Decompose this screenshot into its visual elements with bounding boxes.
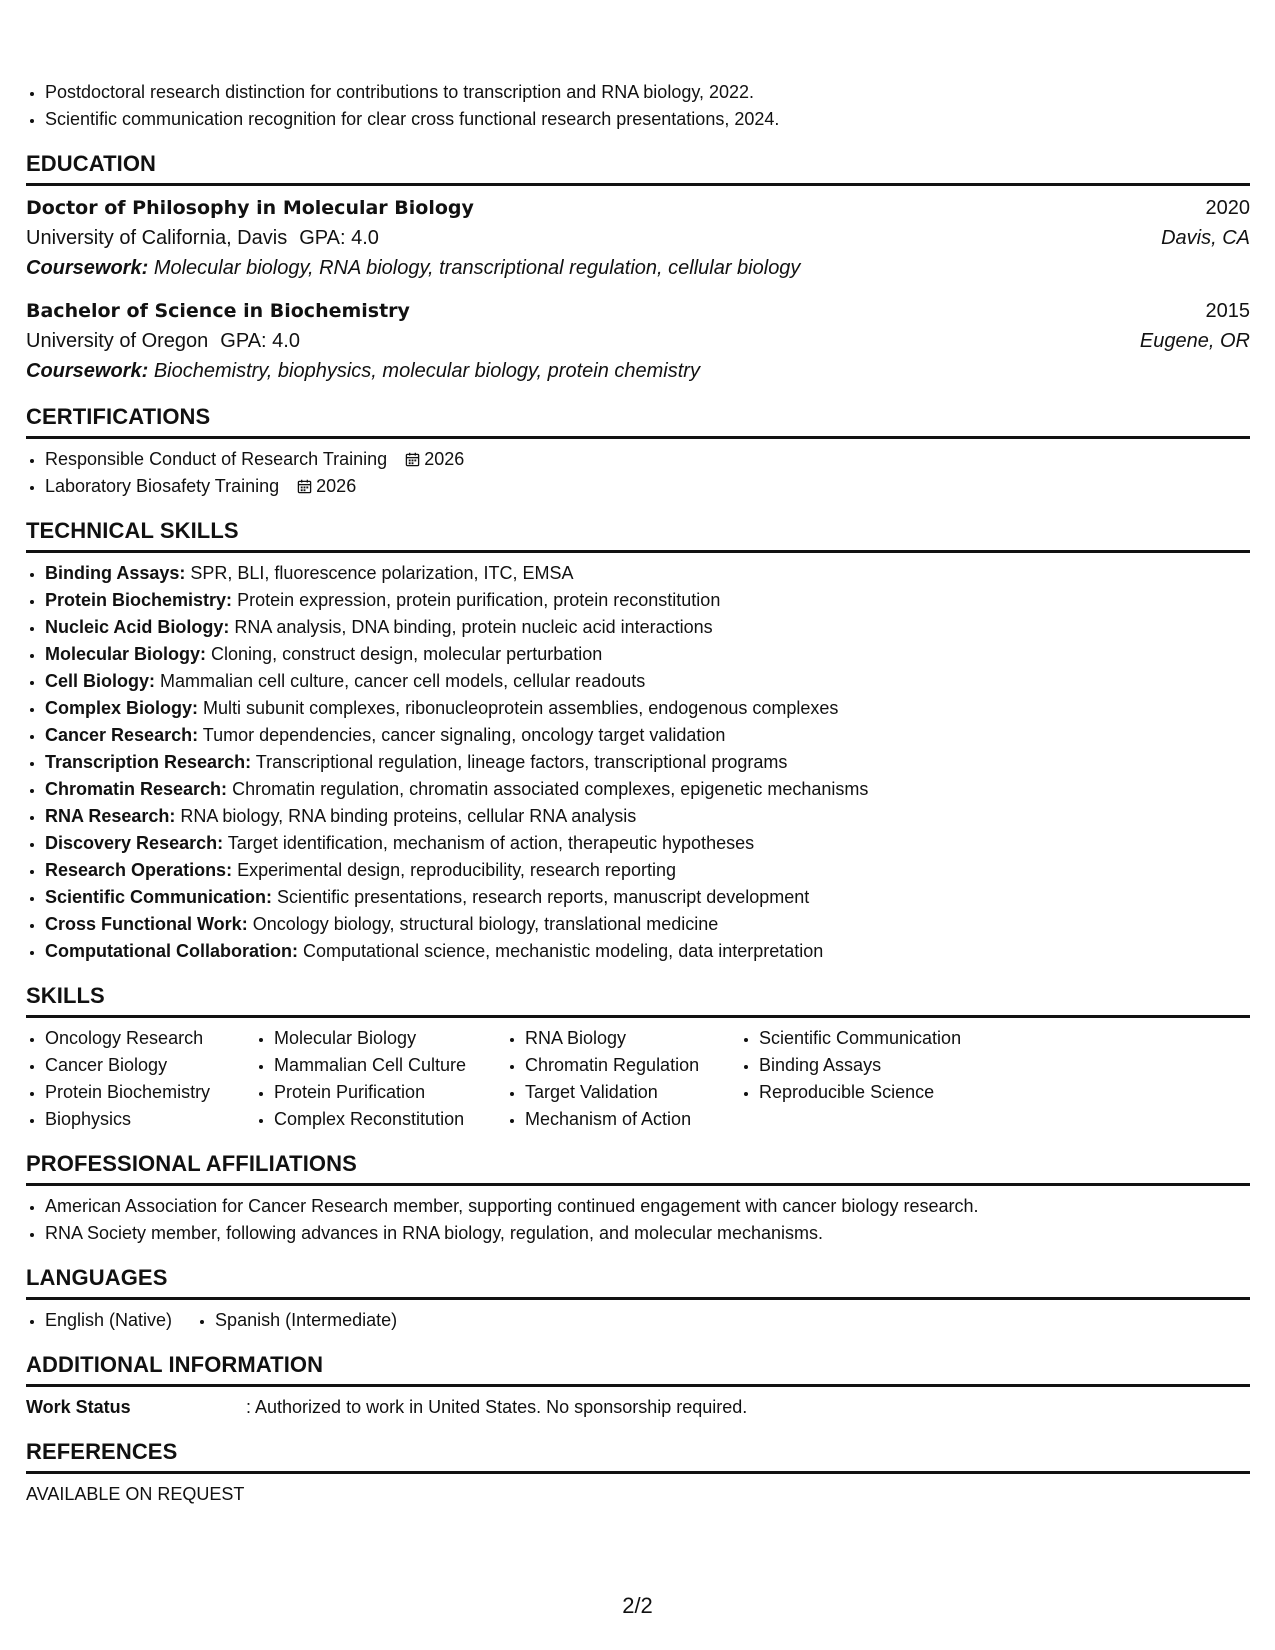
skill-item: • Molecular Biology xyxy=(274,1025,506,1052)
skill-item: • Protein Biochemistry xyxy=(45,1079,255,1106)
technical-skill-label: Scientific Communication: xyxy=(45,887,273,907)
affiliations-heading: PROFESSIONAL AFFILIATIONS xyxy=(26,1151,1250,1186)
technical-skill-text: Tumor dependencies, cancer signaling, oncology target validation xyxy=(202,725,726,745)
education-heading: EDUCATION xyxy=(26,151,1250,186)
technical-skill-label: Protein Biochemistry: xyxy=(45,590,233,610)
degree-title: Bachelor of Science in Biochemistry xyxy=(26,300,410,322)
technical-skill-text: RNA biology, RNA binding proteins, cellular RNA analysis xyxy=(180,806,637,826)
technical-skill-item xyxy=(45,803,1250,830)
references-text: AVAILABLE ON REQUEST xyxy=(26,1484,245,1504)
skill-item: • Complex Reconstitution xyxy=(274,1106,506,1133)
skills-heading: SKILLS xyxy=(26,983,1250,1018)
work-status-row xyxy=(26,1394,1250,1421)
technical-skill-label: Cancer Research: xyxy=(45,725,199,745)
technical-skill-text: Transcriptional regulation, lineage factors, transcriptional programs xyxy=(255,752,788,772)
languages-heading: LANGUAGES xyxy=(26,1265,1250,1300)
work-status-value: : Authorized to work in United States. No sponsorship required. xyxy=(246,1397,748,1417)
certification-name: Responsible Conduct of Research Training xyxy=(45,449,388,469)
technical-skill-text: Experimental design, reproducibility, research reporting xyxy=(237,860,676,880)
skills-grid xyxy=(26,1025,1250,1133)
technical-skill-item xyxy=(45,668,1250,695)
affiliation-item: • RNA Society member, following advances in RNA biology, regulation, and molecular mechanisms. xyxy=(45,1220,1250,1247)
technical-skill-item xyxy=(45,560,1250,587)
certifications-heading: CERTIFICATIONS xyxy=(26,404,1250,439)
skills-column xyxy=(740,1025,1019,1133)
technical-skill-label: Cross Functional Work: xyxy=(45,914,248,934)
page-number: 2/2 xyxy=(622,1593,653,1618)
technical-skills-list xyxy=(26,560,1250,965)
degree-year: 2015 xyxy=(1205,300,1250,322)
technical-skill-item xyxy=(45,776,1250,803)
technical-skill-text: SPR, BLI, fluorescence polarization, ITC, EMSA xyxy=(190,563,574,583)
technical-skill-label: Research Operations: xyxy=(45,860,233,880)
skill-item: • Protein Purification xyxy=(274,1079,506,1106)
technical-skill-text: Multi subunit complexes, ribonucleoprotein assemblies, endogenous complexes xyxy=(203,698,839,718)
technical-skill-item xyxy=(45,614,1250,641)
skill-item: • Reproducible Science xyxy=(759,1079,1019,1106)
skill-item: • Chromatin Regulation xyxy=(525,1052,740,1079)
degree-year: 2020 xyxy=(1205,197,1250,219)
coursework-label: Coursework: xyxy=(26,257,149,279)
technical-skill-text: Scientific presentations, research reports, manuscript development xyxy=(277,887,810,907)
language-item: • Spanish (Intermediate) xyxy=(215,1307,397,1334)
calendar-icon xyxy=(405,452,420,467)
skill-item: • Biophysics xyxy=(45,1106,255,1133)
skill-item: • Oncology Research xyxy=(45,1025,255,1052)
certification-year: 2026 xyxy=(424,449,465,469)
education-section xyxy=(26,193,1250,386)
coursework-label: Coursework: xyxy=(26,360,149,382)
technical-skill-item xyxy=(45,884,1250,911)
technical-skill-label: Molecular Biology: xyxy=(45,644,207,664)
language-item: • English (Native) xyxy=(45,1307,172,1334)
technical-skill-label: Computational Collaboration: xyxy=(45,941,298,961)
technical-skill-label: RNA Research: xyxy=(45,806,176,826)
coursework-text: Molecular biology, RNA biology, transcriptional regulation, cellular biology xyxy=(153,257,801,279)
technical-skill-label: Binding Assays: xyxy=(45,563,186,583)
references-heading: REFERENCES xyxy=(26,1439,1250,1474)
certification-item xyxy=(45,446,1250,473)
degree-title: Doctor of Philosophy in Molecular Biology xyxy=(26,197,474,219)
award-item: • Scientific communication recognition for clear cross functional research presentations, 2024. xyxy=(45,106,1250,133)
gpa: GPA: 4.0 xyxy=(220,330,300,352)
technical-skill-text: Chromatin regulation, chromatin associated complexes, epigenetic mechanisms xyxy=(232,779,869,799)
technical-skill-label: Chromatin Research: xyxy=(45,779,228,799)
technical-skill-item xyxy=(45,641,1250,668)
calendar-icon xyxy=(297,479,312,494)
affiliation-item: • American Association for Cancer Research member, supporting continued engagement with cancer biology research. xyxy=(45,1193,1250,1220)
school-name: University of California, Davis xyxy=(26,227,288,249)
school-line xyxy=(26,223,379,253)
coursework xyxy=(26,356,1250,386)
certification-name: Laboratory Biosafety Training xyxy=(45,476,280,496)
technical-skill-text: RNA analysis, DNA binding, protein nucleic acid interactions xyxy=(234,617,713,637)
technical-skill-label: Transcription Research: xyxy=(45,752,252,772)
skill-item: • Mammalian Cell Culture xyxy=(274,1052,506,1079)
certification-year: 2026 xyxy=(316,476,357,496)
awards-list xyxy=(26,79,1250,133)
technical-skill-label: Nucleic Acid Biology: xyxy=(45,617,230,637)
skill-item: • Mechanism of Action xyxy=(525,1106,740,1133)
coursework-text: Biochemistry, biophysics, molecular biology, protein chemistry xyxy=(153,360,700,382)
resume-page xyxy=(26,79,1250,1508)
education-entry xyxy=(26,193,1250,283)
technical-skill-item xyxy=(45,911,1250,938)
technical-skill-text: Computational science, mechanistic modeling, data interpretation xyxy=(303,941,824,961)
school-location: Davis, CA xyxy=(1161,227,1250,249)
languages-list xyxy=(26,1307,1250,1334)
technical-skills-heading: TECHNICAL SKILLS xyxy=(26,518,1250,553)
technical-skill-item xyxy=(45,830,1250,857)
award-item: • Postdoctoral research distinction for contributions to transcription and RNA biology, 2022. xyxy=(45,79,1250,106)
technical-skill-text: Target identification, mechanism of action, therapeutic hypotheses xyxy=(227,833,755,853)
technical-skill-text: Mammalian cell culture, cancer cell models, cellular readouts xyxy=(160,671,646,691)
affiliations-list xyxy=(26,1193,1250,1247)
skill-item: • Scientific Communication xyxy=(759,1025,1019,1052)
technical-skill-label: Discovery Research: xyxy=(45,833,224,853)
certification-item xyxy=(45,473,1250,500)
skill-item: • RNA Biology xyxy=(525,1025,740,1052)
technical-skill-text: Cloning, construct design, molecular perturbation xyxy=(211,644,603,664)
technical-skill-label: Cell Biology: xyxy=(45,671,156,691)
technical-skill-text: Oncology biology, structural biology, translational medicine xyxy=(252,914,719,934)
technical-skill-item xyxy=(45,938,1250,965)
skill-item: • Target Validation xyxy=(525,1079,740,1106)
technical-skill-item xyxy=(45,722,1250,749)
school-name: University of Oregon xyxy=(26,330,209,352)
skill-item: • Cancer Biology xyxy=(45,1052,255,1079)
additional-info-heading: ADDITIONAL INFORMATION xyxy=(26,1352,1250,1387)
coursework xyxy=(26,253,1250,283)
technical-skill-text: Protein expression, protein purification, protein reconstitution xyxy=(237,590,721,610)
gpa: GPA: 4.0 xyxy=(299,227,379,249)
technical-skill-item xyxy=(45,857,1250,884)
certifications-list xyxy=(26,446,1250,500)
education-entry xyxy=(26,296,1250,386)
technical-skill-item xyxy=(45,695,1250,722)
skill-item: • Binding Assays xyxy=(759,1052,1019,1079)
technical-skill-label: Complex Biology: xyxy=(45,698,199,718)
technical-skill-item xyxy=(45,587,1250,614)
school-location: Eugene, OR xyxy=(1139,330,1250,352)
technical-skill-item xyxy=(45,749,1250,776)
school-line xyxy=(26,326,300,356)
skills-column xyxy=(255,1025,506,1133)
work-status-label: Work Status xyxy=(26,1397,131,1417)
skills-column xyxy=(26,1025,255,1133)
skills-column xyxy=(506,1025,740,1133)
